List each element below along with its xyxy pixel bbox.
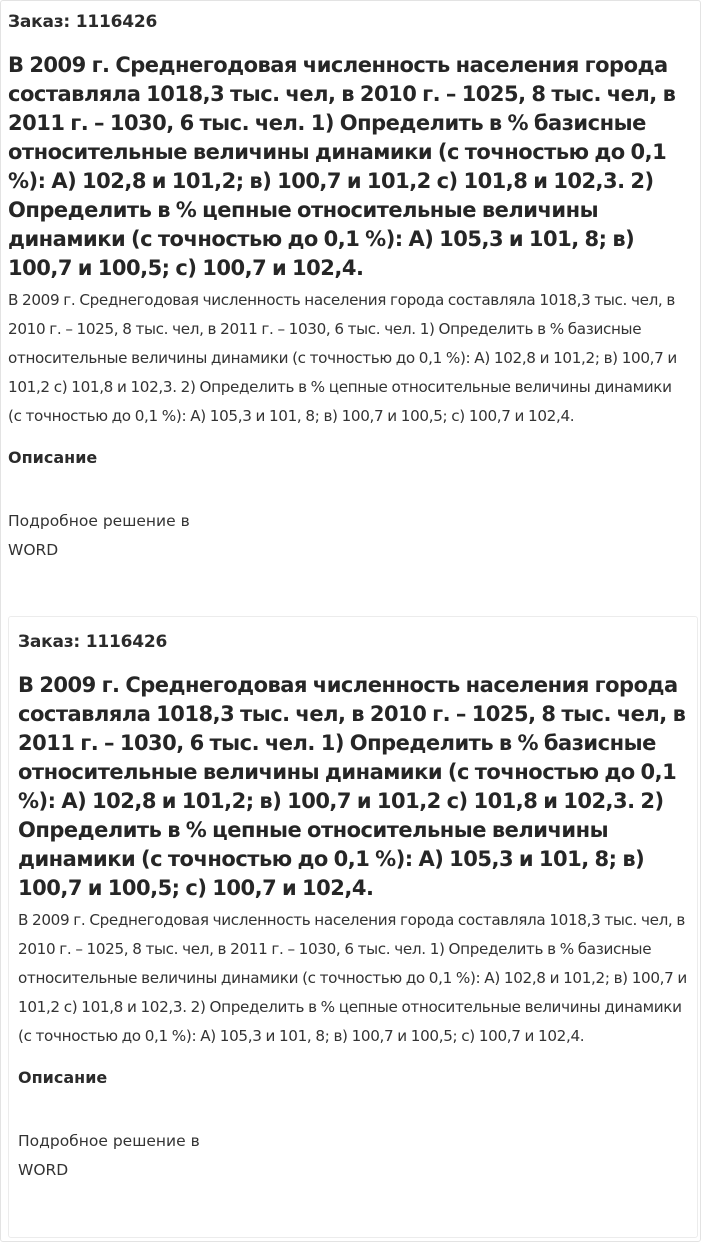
description-text: Подробное решение в WORD [18,1132,200,1179]
task-title: В 2009 г. Среднегодовая численность населения города составляла 1018,3 тыс. чел, в 2010 г. – 1025, 8 тыс. чел, в 2011 г. – 1030, 6 тыс. чел. 1) Определить в % базисные относительные величины динамики (с точностью до 0,1 %): А) 102,8 и 101,2; в) 100,7 и 101,2 с) 101,8 и 102,3. 2) Определить в % цепные относительные величины динамики (с точностью до 0,1 %): А) 105,3 и 101, 8; в) 100,7 и 100,5; с) 100,7 и 102,4. [8,53,676,280]
task-card [8,0,688,565]
description-heading: Описание [8,448,98,467]
task-title: В 2009 г. Среднегодовая численность населения города составляла 1018,3 тыс. чел, в 2010 г. – 1025, 8 тыс. чел, в 2011 г. – 1030, 6 тыс. чел. 1) Определить в % базисные относительные величины динамики (с точностью до 0,1 %): А) 102,8 и 101,2; в) 100,7 и 101,2 с) 101,8 и 102,3. 2) Определить в % цепные относительные величины динамики (с точностью до 0,1 %): А) 105,3 и 101, 8; в) 100,7 и 100,5; с) 100,7 и 102,4. [18,673,686,900]
description-heading: Описание [18,1068,108,1087]
order-number: Заказ: 1116426 [18,632,168,652]
description-text: Подробное решение в WORD [8,512,190,559]
task-text: В 2009 г. Среднегодовая численность населения города составляла 1018,3 тыс. чел, в 2010 г. – 1025, 8 тыс. чел, в 2011 г. – 1030, 6 тыс. чел. 1) Определить в % базисные относительные величины динамики (с точностью до 0,1 %): А) 102,8 и 101,2; в) 100,7 и 101,2 с) 101,8 и 102,3. 2) Определить в % цепные относительные величины динамики (с точностью до 0,1 %): А) 105,3 и 101, 8; в) 100,7 и 100,5; с) 100,7 и 102,4. [8,291,677,425]
order-number: Заказ: 1116426 [8,12,158,32]
task-text: В 2009 г. Среднегодовая численность населения города составляла 1018,3 тыс. чел, в 2010 г. – 1025, 8 тыс. чел, в 2011 г. – 1030, 6 тыс. чел. 1) Определить в % базисные относительные величины динамики (с точностью до 0,1 %): А) 102,8 и 101,2; в) 100,7 и 101,2 с) 101,8 и 102,3. 2) Определить в % цепные относительные величины динамики (с точностью до 0,1 %): А) 105,3 и 101, 8; в) 100,7 и 100,5; с) 100,7 и 102,4. [18,911,687,1045]
task-card-duplicate [8,616,698,1238]
